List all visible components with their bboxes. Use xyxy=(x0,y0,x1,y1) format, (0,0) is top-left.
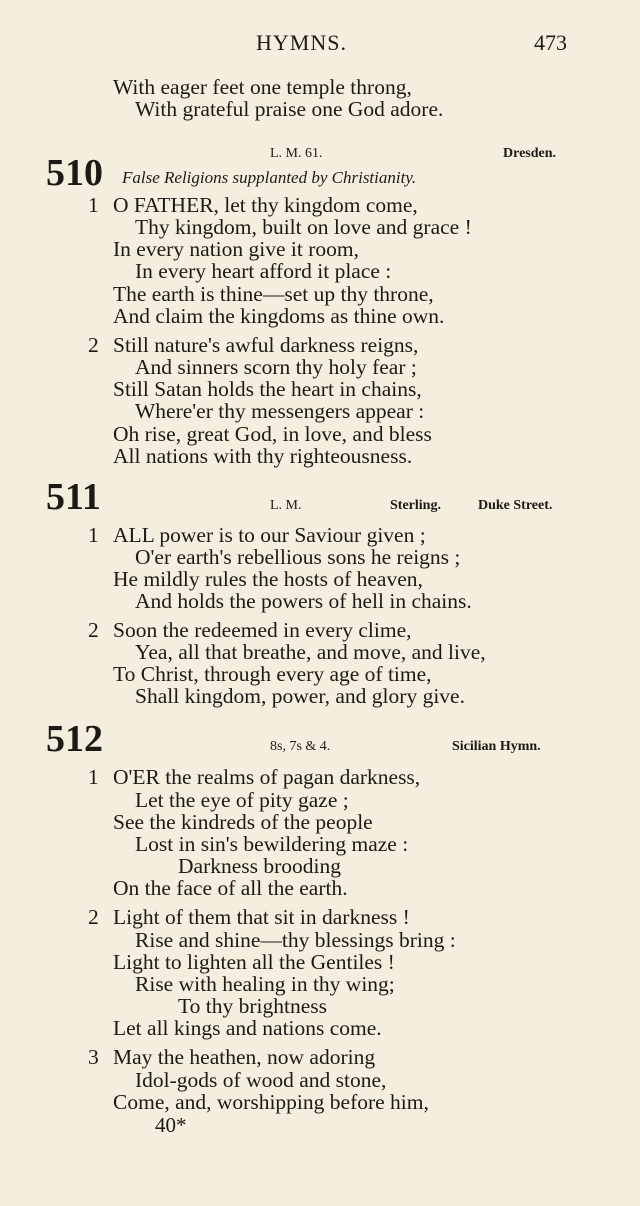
verse-line: Let all kings and nations come. xyxy=(113,1016,382,1040)
verse-line: Soon the redeemed in every clime, xyxy=(113,618,412,642)
running-header: HYMNS. xyxy=(256,30,347,55)
carryover-line: With eager feet one temple throng, xyxy=(113,75,412,99)
tune-name: Sterling. xyxy=(390,498,441,513)
verse-line: Rise with healing in thy wing; xyxy=(135,972,395,996)
tune-name: Dresden. xyxy=(503,146,557,161)
verse-line: Thy kingdom, built on love and grace ! xyxy=(135,215,472,239)
verse-line: Light to lighten all the Gentiles ! xyxy=(113,950,395,974)
verse-line: And sinners scorn thy holy fear ; xyxy=(135,355,417,379)
verse-number: 1 xyxy=(88,765,99,789)
verse-line: Shall kingdom, power, and glory give. xyxy=(135,684,465,708)
hymn-subject: False Religions supplanted by Christianity. xyxy=(122,168,417,187)
verse-line: He mildly rules the hosts of heaven, xyxy=(113,567,423,591)
hymn-meter: L. M. 61. xyxy=(270,146,323,161)
verse-line: Idol-gods of wood and stone, xyxy=(135,1068,387,1092)
verse-number: 2 xyxy=(88,618,99,642)
hymn-meter: 8s, 7s & 4. xyxy=(270,739,331,754)
hymn-meter: L. M. xyxy=(270,498,302,513)
verse-line: Yea, all that breathe, and move, and live, xyxy=(135,640,486,664)
verse-line: Let the eye of pity gaze ; xyxy=(135,788,349,812)
verse-number: 3 xyxy=(88,1045,99,1069)
verse-number: 2 xyxy=(88,333,99,357)
verse-line: Where'er thy messengers appear : xyxy=(135,399,425,423)
tune-name: Sicilian Hymn. xyxy=(452,739,541,754)
page-number: 473 xyxy=(534,30,567,55)
hymn-number: 511 xyxy=(46,476,101,518)
verse-line: Lost in sin's bewildering maze : xyxy=(135,832,409,856)
verse-line: In every nation give it room, xyxy=(113,237,359,261)
verse-line: Rise and shine—thy blessings bring : xyxy=(135,928,456,952)
verse-line: Light of them that sit in darkness ! xyxy=(113,905,410,929)
verse-line: Still Satan holds the heart in chains, xyxy=(113,377,422,401)
verse-line: To thy brightness xyxy=(178,994,327,1018)
verse-line: O'ER the realms of pagan darkness, xyxy=(113,765,421,789)
verse-line: Come, and, worshipping before him, xyxy=(113,1090,429,1114)
verse-line: In every heart afford it place : xyxy=(135,259,392,283)
verse-line: O'er earth's rebellious sons he reigns ; xyxy=(135,545,461,569)
verse-line: And claim the kingdoms as thine own. xyxy=(113,304,445,328)
verse-number: 1 xyxy=(88,193,99,217)
verse-line: ALL power is to our Saviour given ; xyxy=(113,523,426,547)
verse-line: All nations with thy righteousness. xyxy=(113,444,413,468)
tune-name: Duke Street. xyxy=(478,498,553,513)
carryover-line: With grateful praise one God adore. xyxy=(135,97,444,121)
verse-line: On the face of all the earth. xyxy=(113,876,348,900)
verse-line: See the kindreds of the people xyxy=(113,810,373,834)
verse-line: To Christ, through every age of time, xyxy=(113,662,432,686)
verse-line: O FATHER, let thy kingdom come, xyxy=(113,193,418,217)
verse-number: 1 xyxy=(88,523,99,547)
verse-number: 2 xyxy=(88,905,99,929)
signature-mark: 40* xyxy=(155,1113,187,1137)
verse-line: Still nature's awful darkness reigns, xyxy=(113,333,419,357)
verse-line: Darkness brooding xyxy=(178,854,342,878)
verse-line: Oh rise, great God, in love, and bless xyxy=(113,422,432,446)
hymn-number: 510 xyxy=(46,152,103,194)
verse-line: The earth is thine—set up thy throne, xyxy=(113,282,434,306)
verse-line: May the heathen, now adoring xyxy=(113,1045,376,1069)
hymn-number: 512 xyxy=(46,718,103,760)
verse-line: And holds the powers of hell in chains. xyxy=(135,589,472,613)
